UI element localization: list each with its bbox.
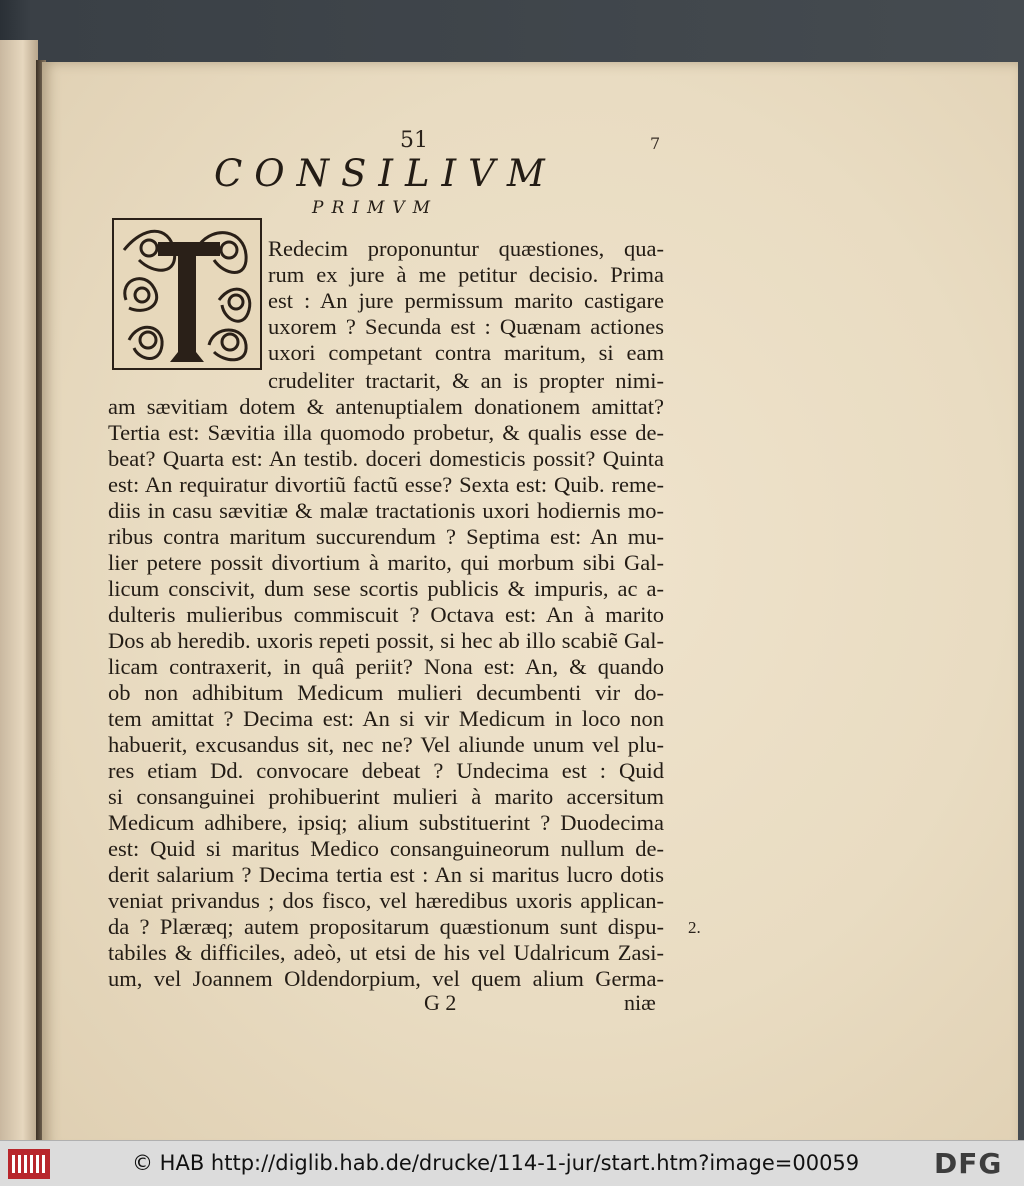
text-line: crudeliter tractarit, & an is propter nimi- — [268, 368, 664, 393]
page-title: CONSILIVM — [214, 152, 557, 195]
footer-bar — [0, 1140, 1024, 1186]
text-line: ob non adhibitum Medicum mulieri decumbenti vir do- — [108, 680, 664, 705]
text-line: si consanguinei prohibuerint mulieri à marito accersitum — [108, 784, 664, 809]
text-line: licum conscivit, dum sese scortis publicis & impuris, ac a- — [108, 576, 664, 601]
hab-logo-icon — [8, 1149, 50, 1179]
text-line: rum ex jure à me petitur decisio. Prima — [268, 262, 664, 287]
margin-note: 2. — [688, 918, 701, 937]
copyright-link[interactable]: © HAB http://diglib.hab.de/drucke/114-1-jur/start.htm?image=00059 — [132, 1151, 860, 1175]
text-line: est : An jure permissum marito castigare — [268, 288, 664, 313]
corner-mark: 7 — [650, 134, 661, 153]
text-line: lier petere possit divortium à marito, qui morbum sibi Gal- — [108, 550, 664, 575]
text-line: est: Quid si maritus Medico consanguineorum nullum de- — [108, 836, 664, 861]
text-line: tabiles & difficiles, adeò, ut etsi de his vel Udalricum Zasi- — [108, 940, 664, 965]
text-line: Redecim proponuntur quæstiones, qua- — [268, 236, 664, 261]
text-line: tem amittat ? Decima est: An si vir Medicum in loco non — [108, 706, 664, 731]
text-line: licam contraxerit, in quâ periit? Nona est: An, & quando — [108, 654, 664, 679]
text-line: dulteris mulieribus commiscuit ? Octava est: An à marito — [108, 602, 664, 627]
dfg-logo: DFG — [934, 1147, 1003, 1180]
text-line: um, vel Joannem Oldendorpium, vel quem alium Germa- — [108, 966, 664, 991]
decorated-initial — [112, 218, 262, 370]
text-line: ribus contra maritum succurendum ? Septima est: An mu- — [108, 524, 664, 549]
page-subtitle: PRIMVM — [312, 198, 439, 218]
text-line: habuerit, excusandus sit, nec ne? Vel aliunde unum vel plu- — [108, 732, 664, 757]
text-line: uxorem ? Secunda est : Quænam actiones — [268, 314, 664, 339]
catchword: niæ — [624, 990, 656, 1015]
text-line: veniat privandus ; dos fisco, vel hæredibus uxoris applican- — [108, 888, 664, 913]
text-line: Tertia est: Sævitia illa quomodo probetur, & qualis esse de- — [108, 420, 664, 445]
text-line: am sævitiam dotem & antenuptialem donationem amittat? — [108, 394, 664, 419]
ornament-icon — [114, 220, 260, 368]
text-line: da ? Plæræq; autem propositarum quæstionum sunt dispu- — [108, 914, 664, 939]
previous-page-edge — [0, 40, 38, 1140]
text-line: uxori competant contra maritum, si eam — [268, 340, 664, 365]
signature-mark: G 2 — [424, 990, 457, 1015]
text-line: res etiam Dd. convocare debeat ? Undecima est : Quid — [108, 758, 664, 783]
text-line: diis in casu sævitiæ & malæ tractationis uxori hodiernis mo- — [108, 498, 664, 523]
text-line: Dos ab heredib. uxoris repeti possit, si hec ab illo scabiẽ Gal- — [108, 628, 664, 653]
text-line: Medicum adhibere, ipsiq; alium substituerint ? Duodecima — [108, 810, 664, 835]
text-line: beat? Quarta est: An testib. doceri domesticis possit? Quinta — [108, 446, 664, 471]
text-line: est: An requiratur divortiũ factũ esse? Sexta est: Quib. reme- — [108, 472, 664, 497]
page-number: 51 — [400, 128, 428, 153]
text-line: derit salarium ? Decima tertia est : An si maritus lucro dotis — [108, 862, 664, 887]
